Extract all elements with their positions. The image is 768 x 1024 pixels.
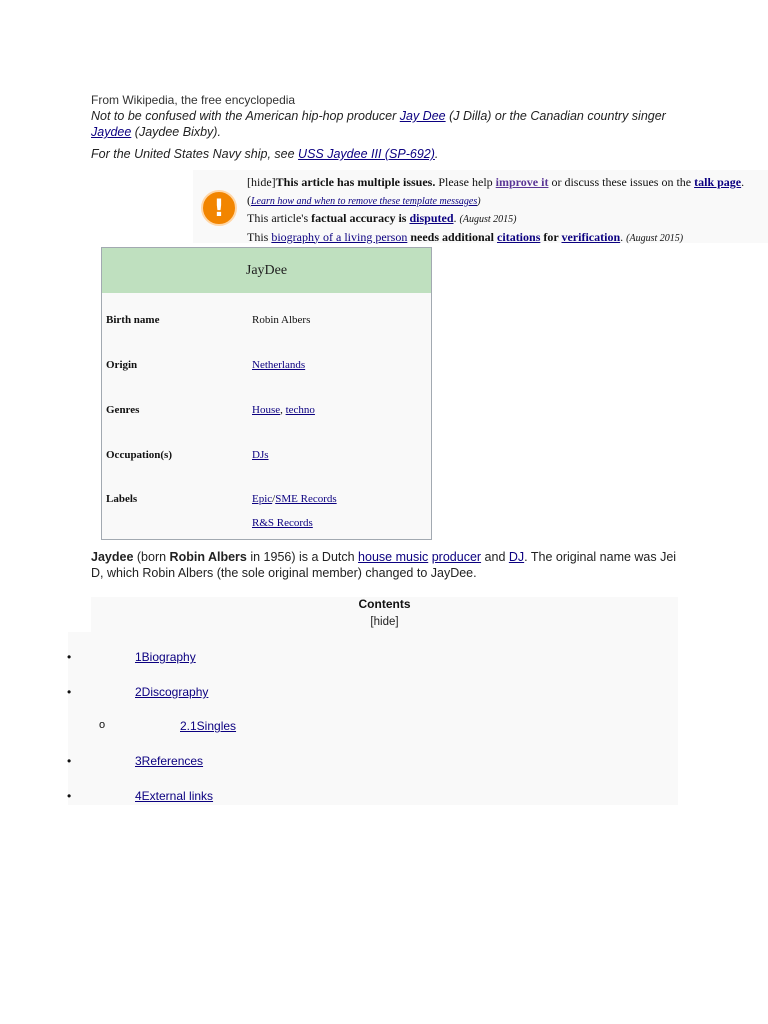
lead-paragraph: [91, 549, 691, 581]
ambox-bold-part: for: [540, 229, 562, 244]
hatnote-disambiguation: [91, 108, 681, 140]
separator: /: [272, 493, 276, 505]
house-music-link[interactable]: house music: [358, 550, 429, 564]
producer-link[interactable]: producer: [431, 550, 482, 564]
citations-link[interactable]: citations: [497, 229, 541, 244]
jay-dee-link[interactable]: Jay Dee: [399, 109, 446, 123]
toc-bullet: •: [67, 754, 72, 768]
occupation-label: Occupation(s): [106, 449, 172, 461]
labels-value-1: [252, 493, 337, 505]
birth-name-value: Robin Albers: [252, 314, 311, 326]
disputed-link[interactable]: disputed: [409, 211, 454, 225]
warning-icon: !: [201, 190, 237, 226]
techno-link[interactable]: techno: [285, 404, 315, 416]
hatnote-text: (Jaydee Bixby).: [131, 125, 221, 139]
house-link[interactable]: House: [252, 404, 281, 416]
blp-link[interactable]: biography of a living person: [271, 229, 408, 244]
ambox-text-part: This article's: [247, 211, 312, 225]
netherlands-link[interactable]: Netherlands: [252, 359, 306, 371]
toc-item-singles[interactable]: 2.1Singles: [180, 719, 237, 733]
birth-name-label: Birth name: [106, 314, 160, 326]
birth-name-bold: Robin Albers: [169, 550, 247, 564]
hatnote-navy-ship: [91, 146, 438, 162]
uss-jaydee-link[interactable]: USS Jaydee III (SP-692): [298, 147, 435, 161]
learn-remove-link[interactable]: Learn how and when to remove these template messages: [251, 195, 478, 207]
toc-title: Contents: [358, 597, 411, 611]
sme-records-link[interactable]: SME Records: [275, 493, 337, 505]
verification-link[interactable]: verification: [561, 229, 621, 244]
ambox-text-part: ): [477, 195, 481, 207]
hatnote-text: For the United States Navy ship, see: [91, 147, 299, 161]
lead-text: . The original name was Jei D, which Robin Albers (the sole original member) changed to JayDee.: [91, 550, 677, 580]
improve-it-link[interactable]: improve it: [495, 175, 549, 189]
from-wikipedia-tagline: From Wikipedia, the free encyclopedia: [91, 93, 296, 107]
ambox-text-part: Please help: [435, 175, 496, 189]
dj-link[interactable]: DJ: [508, 550, 525, 564]
hide-toggle[interactable]: [hide]: [247, 175, 276, 189]
infobox-title: JayDee: [102, 248, 431, 293]
ambox-title: This article has multiple issues.: [275, 175, 436, 189]
toc-bullet: •: [67, 685, 72, 699]
hatnote-text: .: [434, 147, 439, 161]
subject-name: Jaydee: [91, 550, 134, 564]
lead-text: in 1956) is a Dutch: [246, 550, 359, 564]
ambox-bold-part: factual accuracy is: [311, 211, 410, 225]
origin-value: [252, 359, 305, 371]
toc-bullet: •: [67, 789, 72, 803]
toc-item-biography[interactable]: 1Biography: [135, 650, 196, 664]
ambox-date: (August 2015): [459, 214, 517, 225]
lead-text: and: [481, 550, 509, 564]
occupation-value: [252, 449, 269, 461]
toc-hide-toggle[interactable]: [hide]: [370, 616, 399, 628]
toc-sub-bullet: o: [99, 719, 106, 731]
ambox-text-part: This: [247, 229, 272, 244]
toc-item-external-links[interactable]: 4External links: [135, 789, 214, 803]
lead-text: (born: [133, 550, 170, 564]
ambox-text-part: . (: [247, 175, 745, 207]
jaydee-link[interactable]: Jaydee: [91, 125, 132, 139]
toc-item-references[interactable]: 3References: [135, 754, 204, 768]
origin-label: Origin: [106, 359, 138, 371]
ambox-date: (August 2015): [626, 232, 684, 244]
labels-value-2: [252, 517, 313, 529]
ambox-text-part: .: [453, 211, 460, 225]
separator: ,: [280, 404, 286, 416]
toc-item-discography[interactable]: 2Discography: [135, 685, 209, 699]
talk-page-link[interactable]: talk page: [694, 175, 742, 189]
ambox-text: [247, 174, 767, 247]
hatnote-text: Not to be confused with the American hip-hop producer: [91, 109, 400, 123]
multiple-issues-box: [193, 170, 768, 243]
ambox-text-part: .: [620, 229, 627, 244]
genres-label: Genres: [106, 404, 140, 416]
djs-link[interactable]: DJs: [252, 449, 269, 461]
epic-link[interactable]: Epic: [252, 493, 273, 505]
labels-label: Labels: [106, 493, 138, 505]
ambox-text-part: or discuss these issues on the: [548, 175, 695, 189]
genres-value: [252, 404, 315, 416]
ambox-bold-part: needs additional: [407, 229, 498, 244]
infobox: [101, 247, 432, 540]
toc-bullet: •: [67, 650, 72, 664]
hatnote-text: (J Dilla) or the Canadian country singer: [445, 109, 666, 123]
rs-records-link[interactable]: R&S Records: [252, 517, 313, 529]
